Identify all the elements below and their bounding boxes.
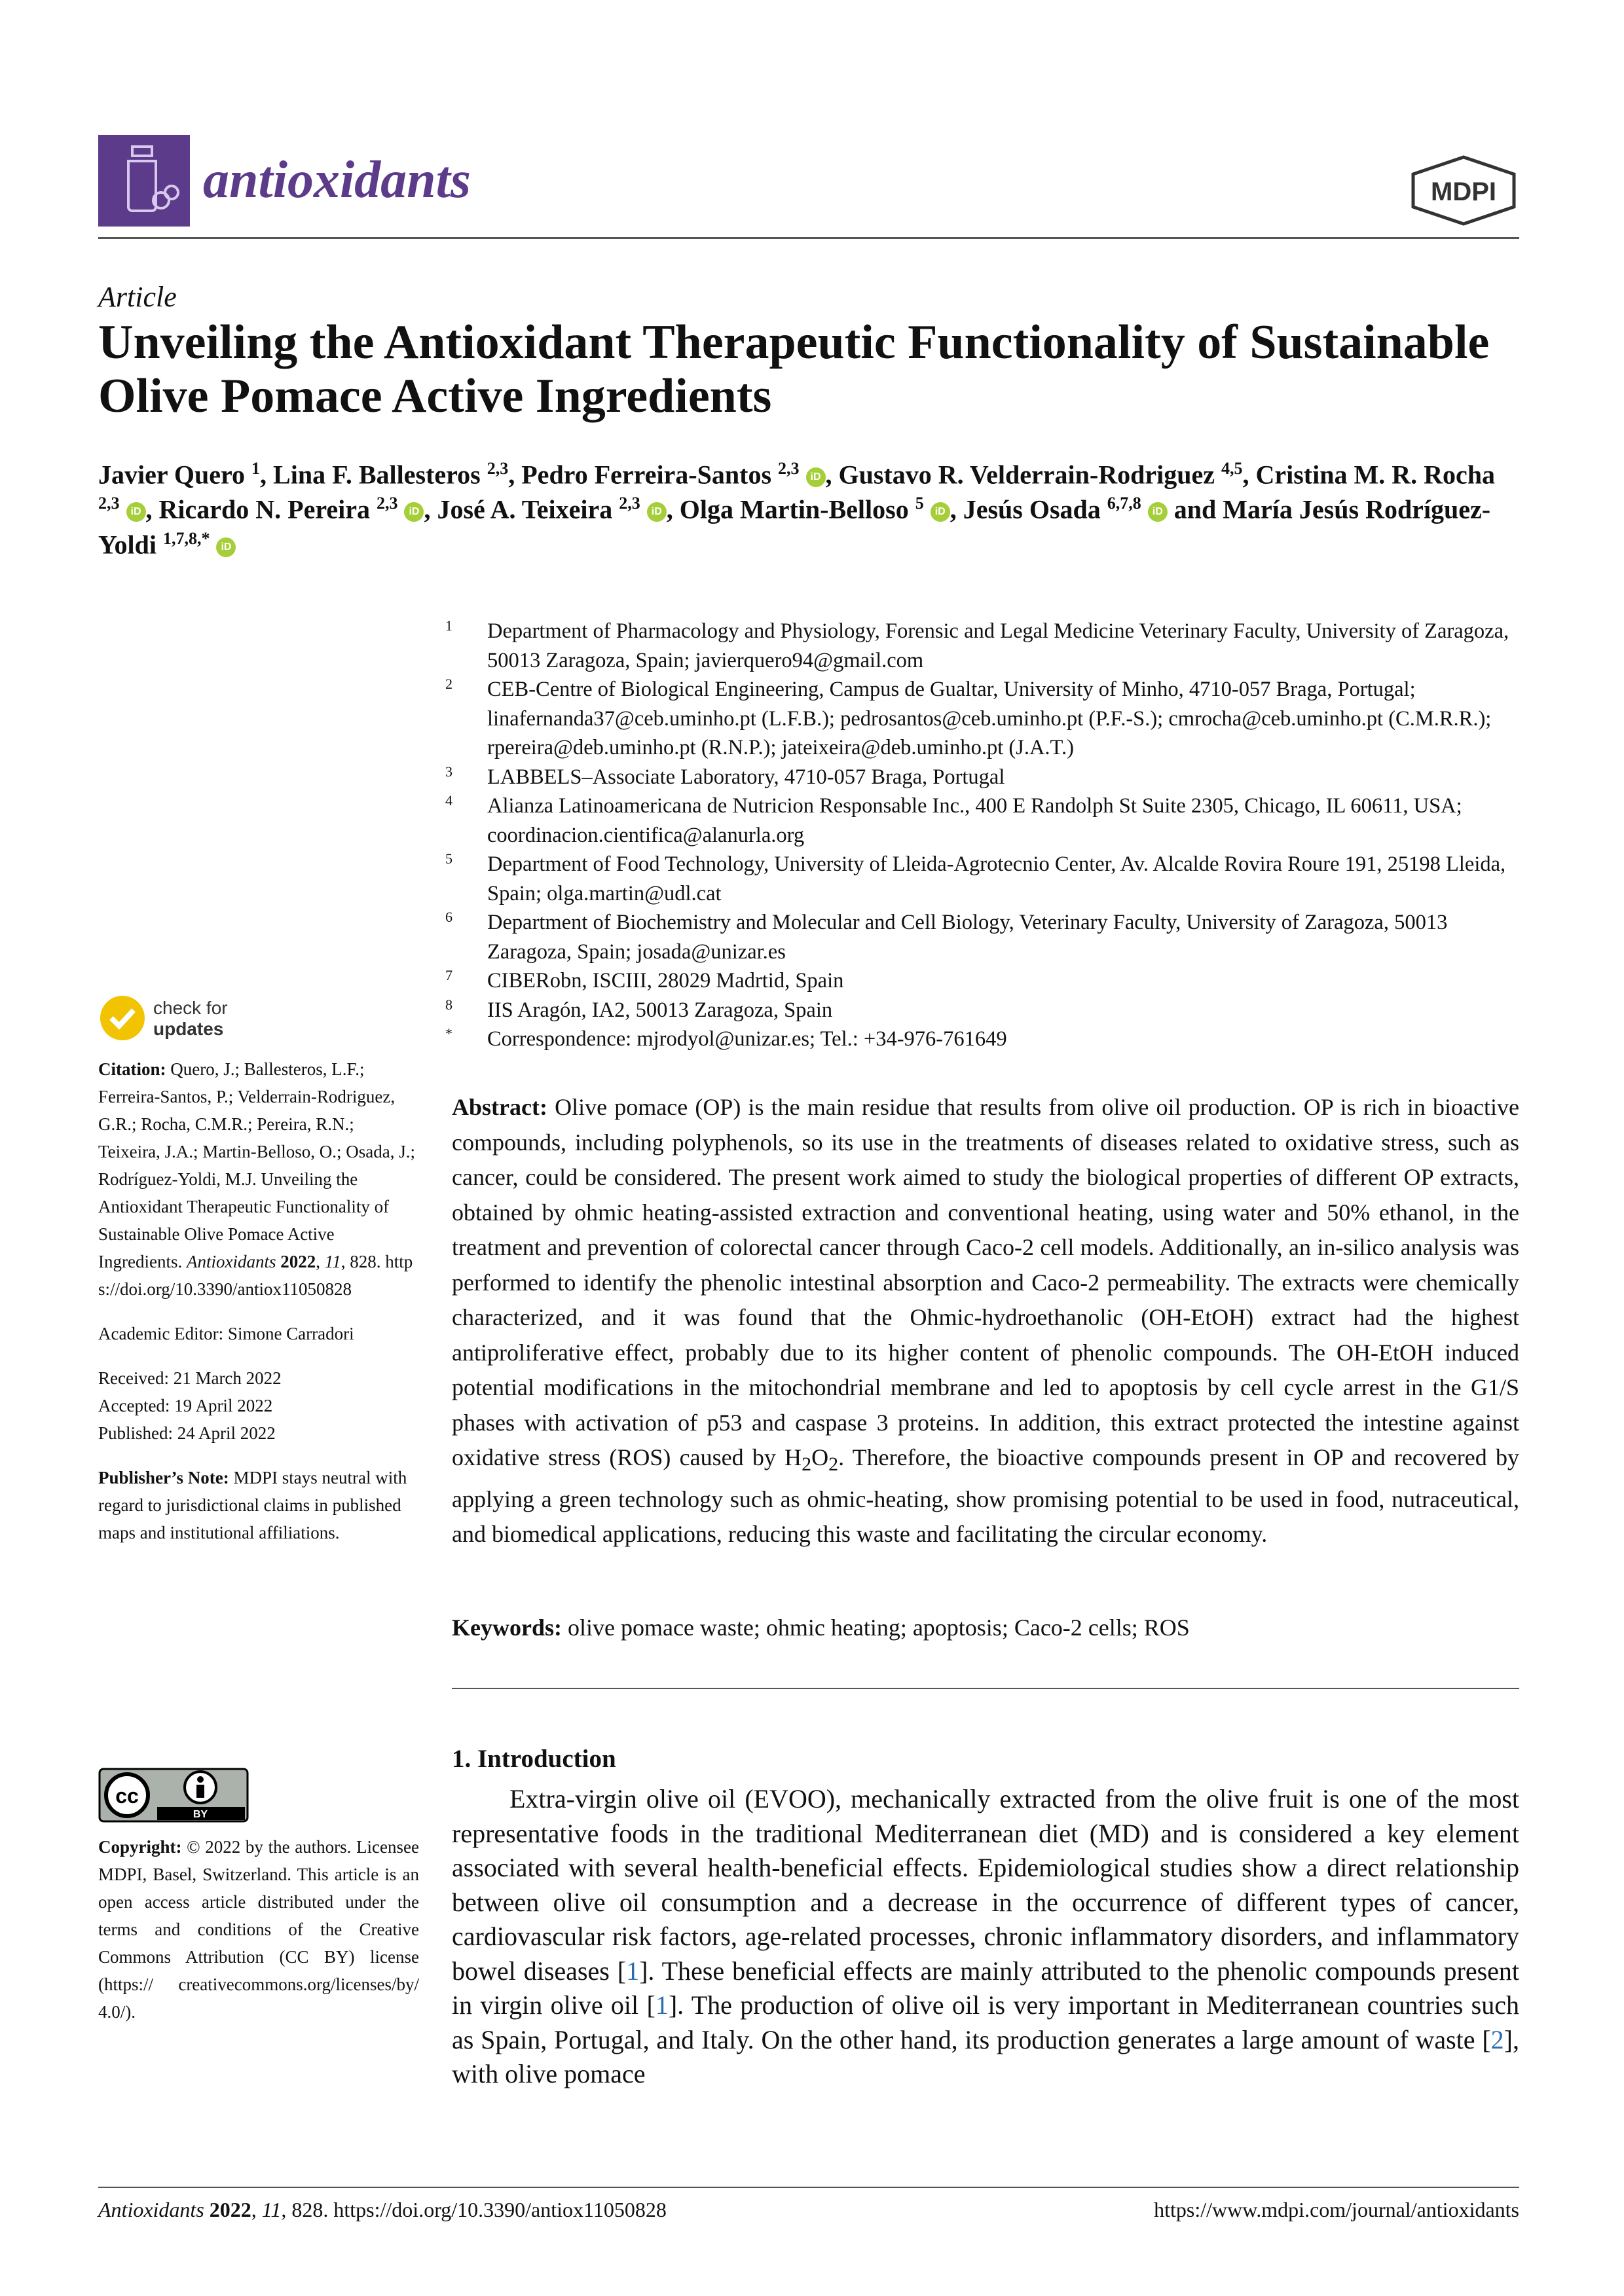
author-name: Olga Martin-Belloso	[679, 494, 909, 524]
affiliation-item	[445, 908, 1526, 966]
cc-label: cc	[115, 1784, 139, 1808]
journal-name: antioxidants	[203, 151, 471, 209]
orcid-icon[interactable]: iD	[647, 502, 667, 522]
affiliation-item	[445, 617, 1526, 675]
citation-doi[interactable]: https://doi.org/10.3390/antiox11050828	[98, 1252, 413, 1299]
article-type: Article	[98, 281, 177, 313]
affiliation-number: 7	[445, 967, 452, 983]
citation-ref[interactable]: 1	[655, 1990, 669, 2020]
mdpi-logo-icon	[1408, 155, 1519, 227]
author-name: Ricardo N. Pereira	[158, 494, 370, 524]
copyright-notice: Copyright: © 2022 by the authors. Licensee MDPI, Basel, Switzerland. This article is an open access article distributed under the terms and conditions of the Creative Commons Attribution (CC BY) license (https:// creativecommons.org/licenses/by/ 4.0/).	[98, 1837, 420, 2022]
journal-logo	[98, 135, 190, 227]
check-updates-line1: check for	[153, 998, 228, 1018]
affiliation-text: IIS Aragón, IA2, 50013 Zaragoza, Spain	[487, 998, 833, 1022]
published-date: Published: 24 April 2022	[98, 1423, 276, 1443]
check-updates-line2: updates	[153, 1019, 224, 1039]
mdpi-logo-text: MDPI	[1431, 177, 1496, 206]
author-list: Javier Quero $^1$, Lina F. Ballesteros $^{2,3}$, Pedro Ferreira-Santos $^{2,3}$ iD , Gustavo R. Velderrain-Rodriguez $^{4,5}$, Cristina M. R. Rocha $^{2,3}$ iD , Ricardo N. Pereira $^{2,3}$ iD , José A. Teixeira $^{2,3}$ iD , Olga Martin-Belloso $^5$ iD , Jesús Osada $^{6,7,8}$ iD and María Jesús Rodríguez-Yoldi $^{1,7,8,*}$ iD	[98, 459, 1495, 559]
accepted-date: Accepted: 19 April 2022	[98, 1396, 273, 1415]
mdpi-logo	[1408, 155, 1519, 227]
keywords: Keywords: olive pomace waste; ohmic heating; apoptosis; Caco-2 cells; ROS	[452, 1614, 1190, 1641]
introduction-paragraph: Extra-virgin olive oil (EVOO), mechanically extracted from the olive fruit is one of the most representative foods in the traditional Mediterranean diet (MD) and is considered a key element associated with several health-beneficial effects. Epidemiological studies show a direct relationship between olive oil consumption and a decrease in the occurrence of different types of cancer, cardiovascular risk factors, age-related processes, chronic inflammatory disorders, and inflammatory bowel diseases [1]. These beneficial effects are mainly attributed to the phenolic compounds present in virgin olive oil [1]. The production of olive oil is very important in Mediterranean countries such as Spain, Portugal, and Italy. On the other hand, its production generates a large amount of waste [2], with olive pomace	[452, 1784, 1520, 2088]
affiliation-text: Alianza Latinoamericana de Nutricion Responsable Inc., 400 E Randolph St Suite 2305, Chicago, IL 60611, USA; coordinacion.cientifica@alanurla.org	[487, 794, 1462, 847]
author-affiliation-marker: 2,3	[619, 494, 640, 513]
received-date: Received: 21 March 2022	[98, 1368, 282, 1388]
citation-ref[interactable]: 1	[626, 1956, 640, 1986]
author-name: Gustavo R. Velderrain-Rodriguez	[838, 460, 1215, 490]
affiliation-item	[445, 792, 1526, 850]
orcid-icon[interactable]: iD	[216, 538, 236, 557]
affiliation-number: 5	[445, 850, 452, 867]
affiliation-text: Correspondence: mjrodyol@unizar.es; Tel.: +34-976-761649	[487, 1027, 1007, 1051]
affiliation-number: 3	[445, 763, 452, 780]
cc-by-license-badge[interactable]	[98, 1768, 249, 1823]
orcid-icon[interactable]: iD	[1148, 502, 1168, 522]
author-name: Pedro Ferreira-Santos	[521, 460, 772, 490]
section-divider	[452, 1688, 1519, 1689]
affiliation-text: Department of Food Technology, University of Lleida-Agrotecnio Center, Av. Alcalde Rovira Roure 191, 25198 Lleida, Spain; olga.martin@udl.cat	[487, 852, 1506, 905]
orcid-icon[interactable]: iD	[126, 502, 146, 522]
author-affiliation-marker: 2,3	[778, 459, 800, 478]
affiliations	[445, 617, 1526, 1054]
cc-by-label: BY	[193, 1809, 208, 1820]
author-name: Jesús Osada	[963, 494, 1101, 524]
affiliation-number: 1	[445, 617, 452, 634]
publisher-note: Publisher’s Note: MDPI stays neutral with regard to jurisdictional claims in published maps and institutional affiliations.	[98, 1468, 407, 1542]
affiliation-text: LABBELS–Associate Laboratory, 4710-057 Braga, Portugal	[487, 765, 1005, 789]
academic-editor: Academic Editor: Simone Carradori	[98, 1324, 354, 1343]
affiliation-number: *	[445, 1025, 452, 1042]
affiliation-item	[445, 966, 1526, 996]
author-affiliation-marker: 5	[915, 494, 924, 513]
author-affiliation-marker: 2,3	[98, 494, 120, 513]
citation: Citation: Quero, J.; Ballesteros, L.F.; Ferreira-Santos, P.; Velderrain-Rodriguez, G.R.; Rocha, C.M.R.; Pereira, R.N.; Teixeira, J.A.; Martin-Belloso, O.; Osada, J.; Rodríguez-Yoldi, M.J. Unveiling the Antioxidant Therapeutic Functionality of Sustainable Olive Pomace Active Ingredients. Antioxidants 2022, 11, 828. https://doi.org/10.3390/antiox11050828	[98, 1059, 416, 1299]
orcid-icon[interactable]: iD	[404, 502, 424, 522]
footer-citation: Antioxidants 2022, 11, 828. https://doi.org/10.3390/antiox11050828	[98, 2198, 667, 2221]
orcid-icon[interactable]: iD	[806, 467, 826, 487]
affiliation-item	[445, 1025, 1526, 1054]
affiliation-number: 4	[445, 792, 452, 809]
footer-journal-url[interactable]: https://www.mdpi.com/journal/antioxidants	[1154, 2198, 1519, 2221]
sidebar	[98, 1055, 419, 1546]
header-divider	[98, 237, 1519, 239]
author-affiliation-marker: 2,3	[487, 459, 509, 478]
check-updates-icon	[100, 996, 145, 1040]
author-affiliation-marker: 1	[251, 459, 261, 478]
affiliation-item	[445, 850, 1526, 908]
affiliation-item	[445, 675, 1526, 763]
author-affiliation-marker: 4,5	[1221, 459, 1243, 478]
author-affiliation-marker: 1,7,8,*	[162, 528, 210, 548]
affiliation-number: 2	[445, 676, 452, 692]
footer-divider	[98, 2187, 1519, 2188]
author-name: María Jesús Rodríguez-Yoldi	[98, 494, 1491, 559]
author-name: Cristina M. R. Rocha	[1255, 460, 1495, 490]
author-name: Lina F. Ballesteros	[273, 460, 481, 490]
journal-logo-icon	[98, 135, 190, 227]
affiliation-number: 8	[445, 996, 452, 1013]
affiliation-text: CEB-Centre of Biological Engineering, Campus de Gualtar, University of Minho, 4710-057 Braga, Portugal; linafernanda37@ceb.uminho.pt (L.F.B.); pedrosantos@ceb.uminho.pt (P.F.-S.); cmrocha@ceb.uminho.pt (C.M.R.R.); rpereira@deb.uminho.pt (R.N.P.); jateixeira@deb.uminho.pt (J.A.T.)	[487, 678, 1492, 759]
abstract: Abstract: Olive pomace (OP) is the main residue that results from olive oil production. OP is rich in bioactive compounds, including polyphenols, so its use in the treatments of diseases related to oxidative stress, such as cancer, could be considered. The present work aimed to study the biological properties of different OP extracts, obtained by ohmic heating-assisted extraction and conventional heating, using water and 50% ethanol, in the treatment and prevention of colorectal cancer through Caco-2 cell models. Additionally, an in-silico analysis was performed to identify the phenolic intestinal absorption and Caco-2 permeability. The extracts were chemically characterized, and it was found that the Ohmic-hydroethanolic (OH-EtOH) extract had the highest antiproliferative effect, probably due to its higher content of phenolic compounds. The OH-EtOH induced potential modifications in the mitochondrial membrane and led to apoptosis by cell cycle arrest in the G1/S phases with activation of p53 and caspase 3 proteins. In addition, this extract protected the intestine against oxidative stress (ROS) caused by $H_2O_2$. Therefore, the bioactive compounds present in OP and recovered by applying a green technology such as ohmic-heating, show promising potential to be used in food, nutraceutical, and biomedical applications, reducing this waste and facilitating the circular economy.	[452, 1094, 1519, 1548]
author-affiliation-marker: 6,7,8	[1107, 494, 1141, 513]
orcid-icon[interactable]: iD	[931, 502, 950, 522]
affiliation-text: Department of Biochemistry and Molecular and Cell Biology, Veterinary Faculty, University of Zaragoza, 50013 Zaragoza, Spain; josada@unizar.es	[487, 911, 1448, 964]
affiliation-text: CIBERobn, ISCIII, 28029 Madrtid, Spain	[487, 969, 844, 993]
paper-title: Unveiling the Antioxidant Therapeutic Functionality of Sustainable Olive Pomace Active Ingredients	[98, 316, 1490, 423]
introduction-heading: 1. Introduction	[452, 1745, 616, 1773]
check-for-updates-badge[interactable]	[98, 992, 295, 1044]
affiliation-item	[445, 996, 1526, 1025]
author-conjunction: and	[1173, 494, 1217, 524]
affiliation-item	[445, 763, 1526, 792]
author-name: José A. Teixeira	[437, 494, 613, 524]
author-name: Javier Quero	[98, 460, 246, 490]
affiliation-number: 6	[445, 909, 452, 925]
citation-ref[interactable]: 2	[1490, 2024, 1504, 2054]
affiliation-text: Department of Pharmacology and Physiology, Forensic and Legal Medicine Veterinary Faculty, University of Zaragoza, 50013 Zaragoza, Spain; javierquero94@gmail.com	[487, 619, 1509, 672]
author-affiliation-marker: 2,3	[376, 494, 398, 513]
